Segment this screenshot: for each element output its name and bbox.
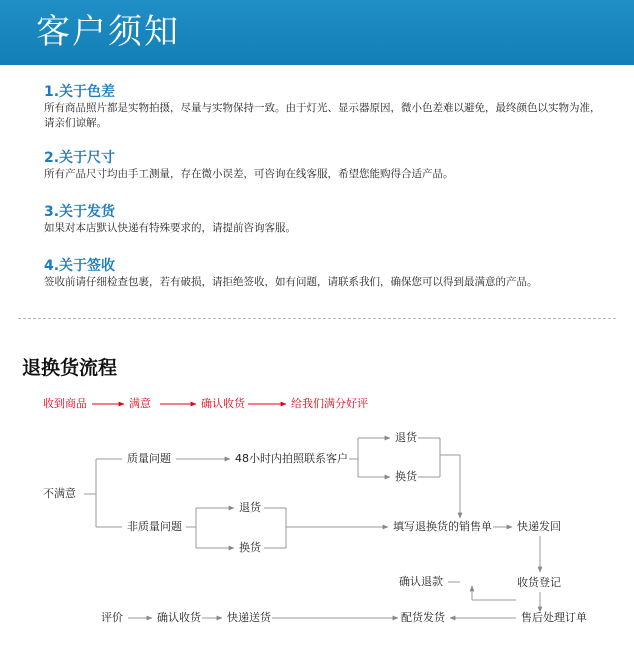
- node-fill-return-form: 填写退换货的销售单: [393, 520, 492, 533]
- step-receive-goods: 收到商品: [43, 397, 87, 410]
- notice-title: 3.关于发货: [44, 204, 116, 220]
- notice-title: 1.关于色差: [44, 84, 116, 100]
- node-return-nonquality: 退货: [239, 501, 261, 514]
- node-after-sales-order: 售后处理订单: [521, 611, 587, 624]
- node-unsatisfied: 不满意: [43, 487, 76, 500]
- node-express-back: 快递发回: [517, 520, 561, 533]
- notice-text: 签收前请仔细检查包裹，若有破损，请拒绝签收，如有问题，请联系我们，确保您可以得到最满意的产品。: [44, 276, 538, 288]
- node-quality-issue: 质量问题: [127, 452, 171, 465]
- node-confirm-refund: 确认退款: [399, 575, 443, 588]
- step-satisfied: 满意: [129, 397, 151, 410]
- notice-text: 所有产品尺寸均由手工测量，存在微小误差，可咨询在线客服，希望您能购得合适产品。: [44, 168, 454, 180]
- node-exchange-nonquality: 换货: [239, 541, 261, 554]
- node-ship-goods: 配货发货: [401, 611, 445, 624]
- notice-title: 2.关于尺寸: [44, 150, 116, 166]
- notice-text: 如果对本店默认快递有特殊要求的，请提前咨询客服。: [44, 222, 296, 234]
- notice-text: 所有商品照片都是实物拍摄，尽量与实物保持一致。由于灯光、显示器原因，微小色差难以避免，最终颜色以实物为准，请亲们谅解。: [44, 102, 601, 129]
- notice-title: 4.关于签收: [44, 258, 116, 274]
- step-full-score-review: 给我们满分好评: [291, 397, 368, 410]
- step-confirm-receipt: 确认收货: [201, 397, 245, 410]
- node-non-quality-issue: 非质量问题: [127, 520, 182, 533]
- node-exchange-quality: 换货: [395, 470, 417, 483]
- page-title: 客户须知: [36, 12, 180, 52]
- node-review: 评价: [101, 611, 123, 624]
- node-receive-register: 收货登记: [517, 576, 561, 589]
- node-express-delivery: 快递送货: [227, 611, 271, 624]
- node-contact-48h: 48小时内拍照联系客户: [235, 452, 348, 465]
- node-return-quality: 退货: [395, 431, 417, 444]
- process-title: 退换货流程: [22, 357, 118, 379]
- node-confirm-receipt: 确认收货: [157, 611, 201, 624]
